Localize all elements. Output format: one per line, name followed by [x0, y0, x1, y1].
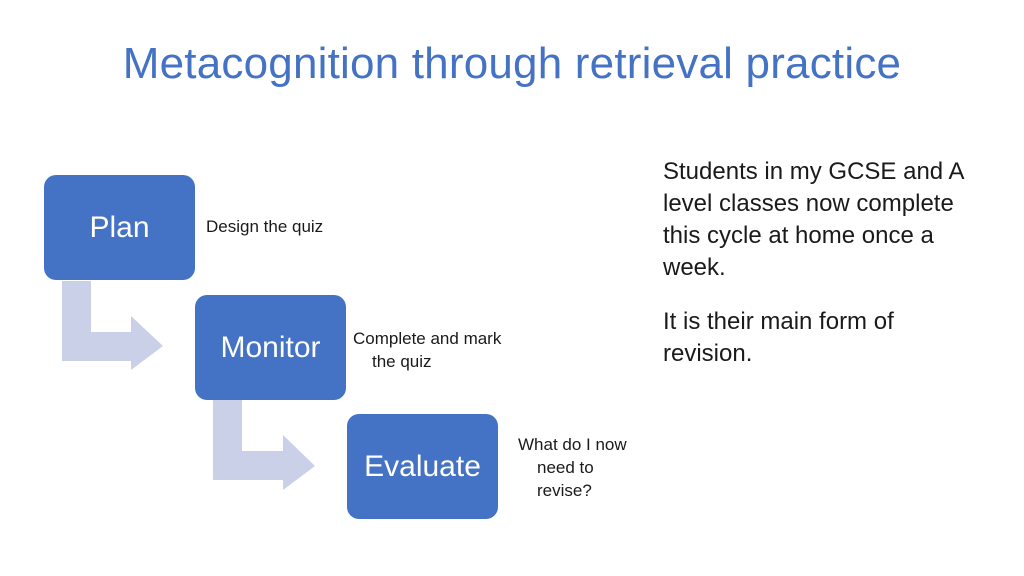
side-text-line: It is their main form of — [663, 308, 894, 335]
step-note-monitor — [353, 327, 501, 373]
step-note-line: the quiz — [372, 352, 432, 371]
step-label-evaluate: Evaluate — [364, 449, 481, 483]
step-box-evaluate — [347, 414, 498, 519]
side-text-line: week. — [663, 254, 726, 281]
step-label-plan: Plan — [89, 210, 150, 244]
side-text-line: Students in my GCSE and A — [663, 158, 965, 185]
side-paragraph-2 — [663, 306, 1003, 370]
side-text-line: this cycle at home once a — [663, 222, 934, 249]
step-note-line: Complete and mark — [353, 329, 502, 348]
side-text-line: revision. — [663, 340, 753, 367]
side-paragraph-1 — [663, 156, 1003, 284]
step-box-monitor — [195, 295, 346, 400]
step-label-monitor: Monitor — [220, 330, 321, 364]
bent-arrow-monitor-to-evaluate — [213, 400, 315, 490]
step-box-plan — [44, 175, 195, 280]
step-note-line: Design the quiz — [206, 217, 324, 236]
step-note-plan — [206, 215, 323, 238]
side-text-line: level classes now complete — [663, 190, 954, 217]
step-note-line: What do I now — [518, 435, 627, 454]
step-note-line: revise? — [537, 481, 592, 500]
bent-arrow-plan-to-monitor — [62, 281, 163, 370]
step-note-line: need to — [537, 458, 594, 477]
slide-title: Metacognition through retrieval practice — [122, 39, 902, 88]
step-note-evaluate — [518, 433, 627, 502]
